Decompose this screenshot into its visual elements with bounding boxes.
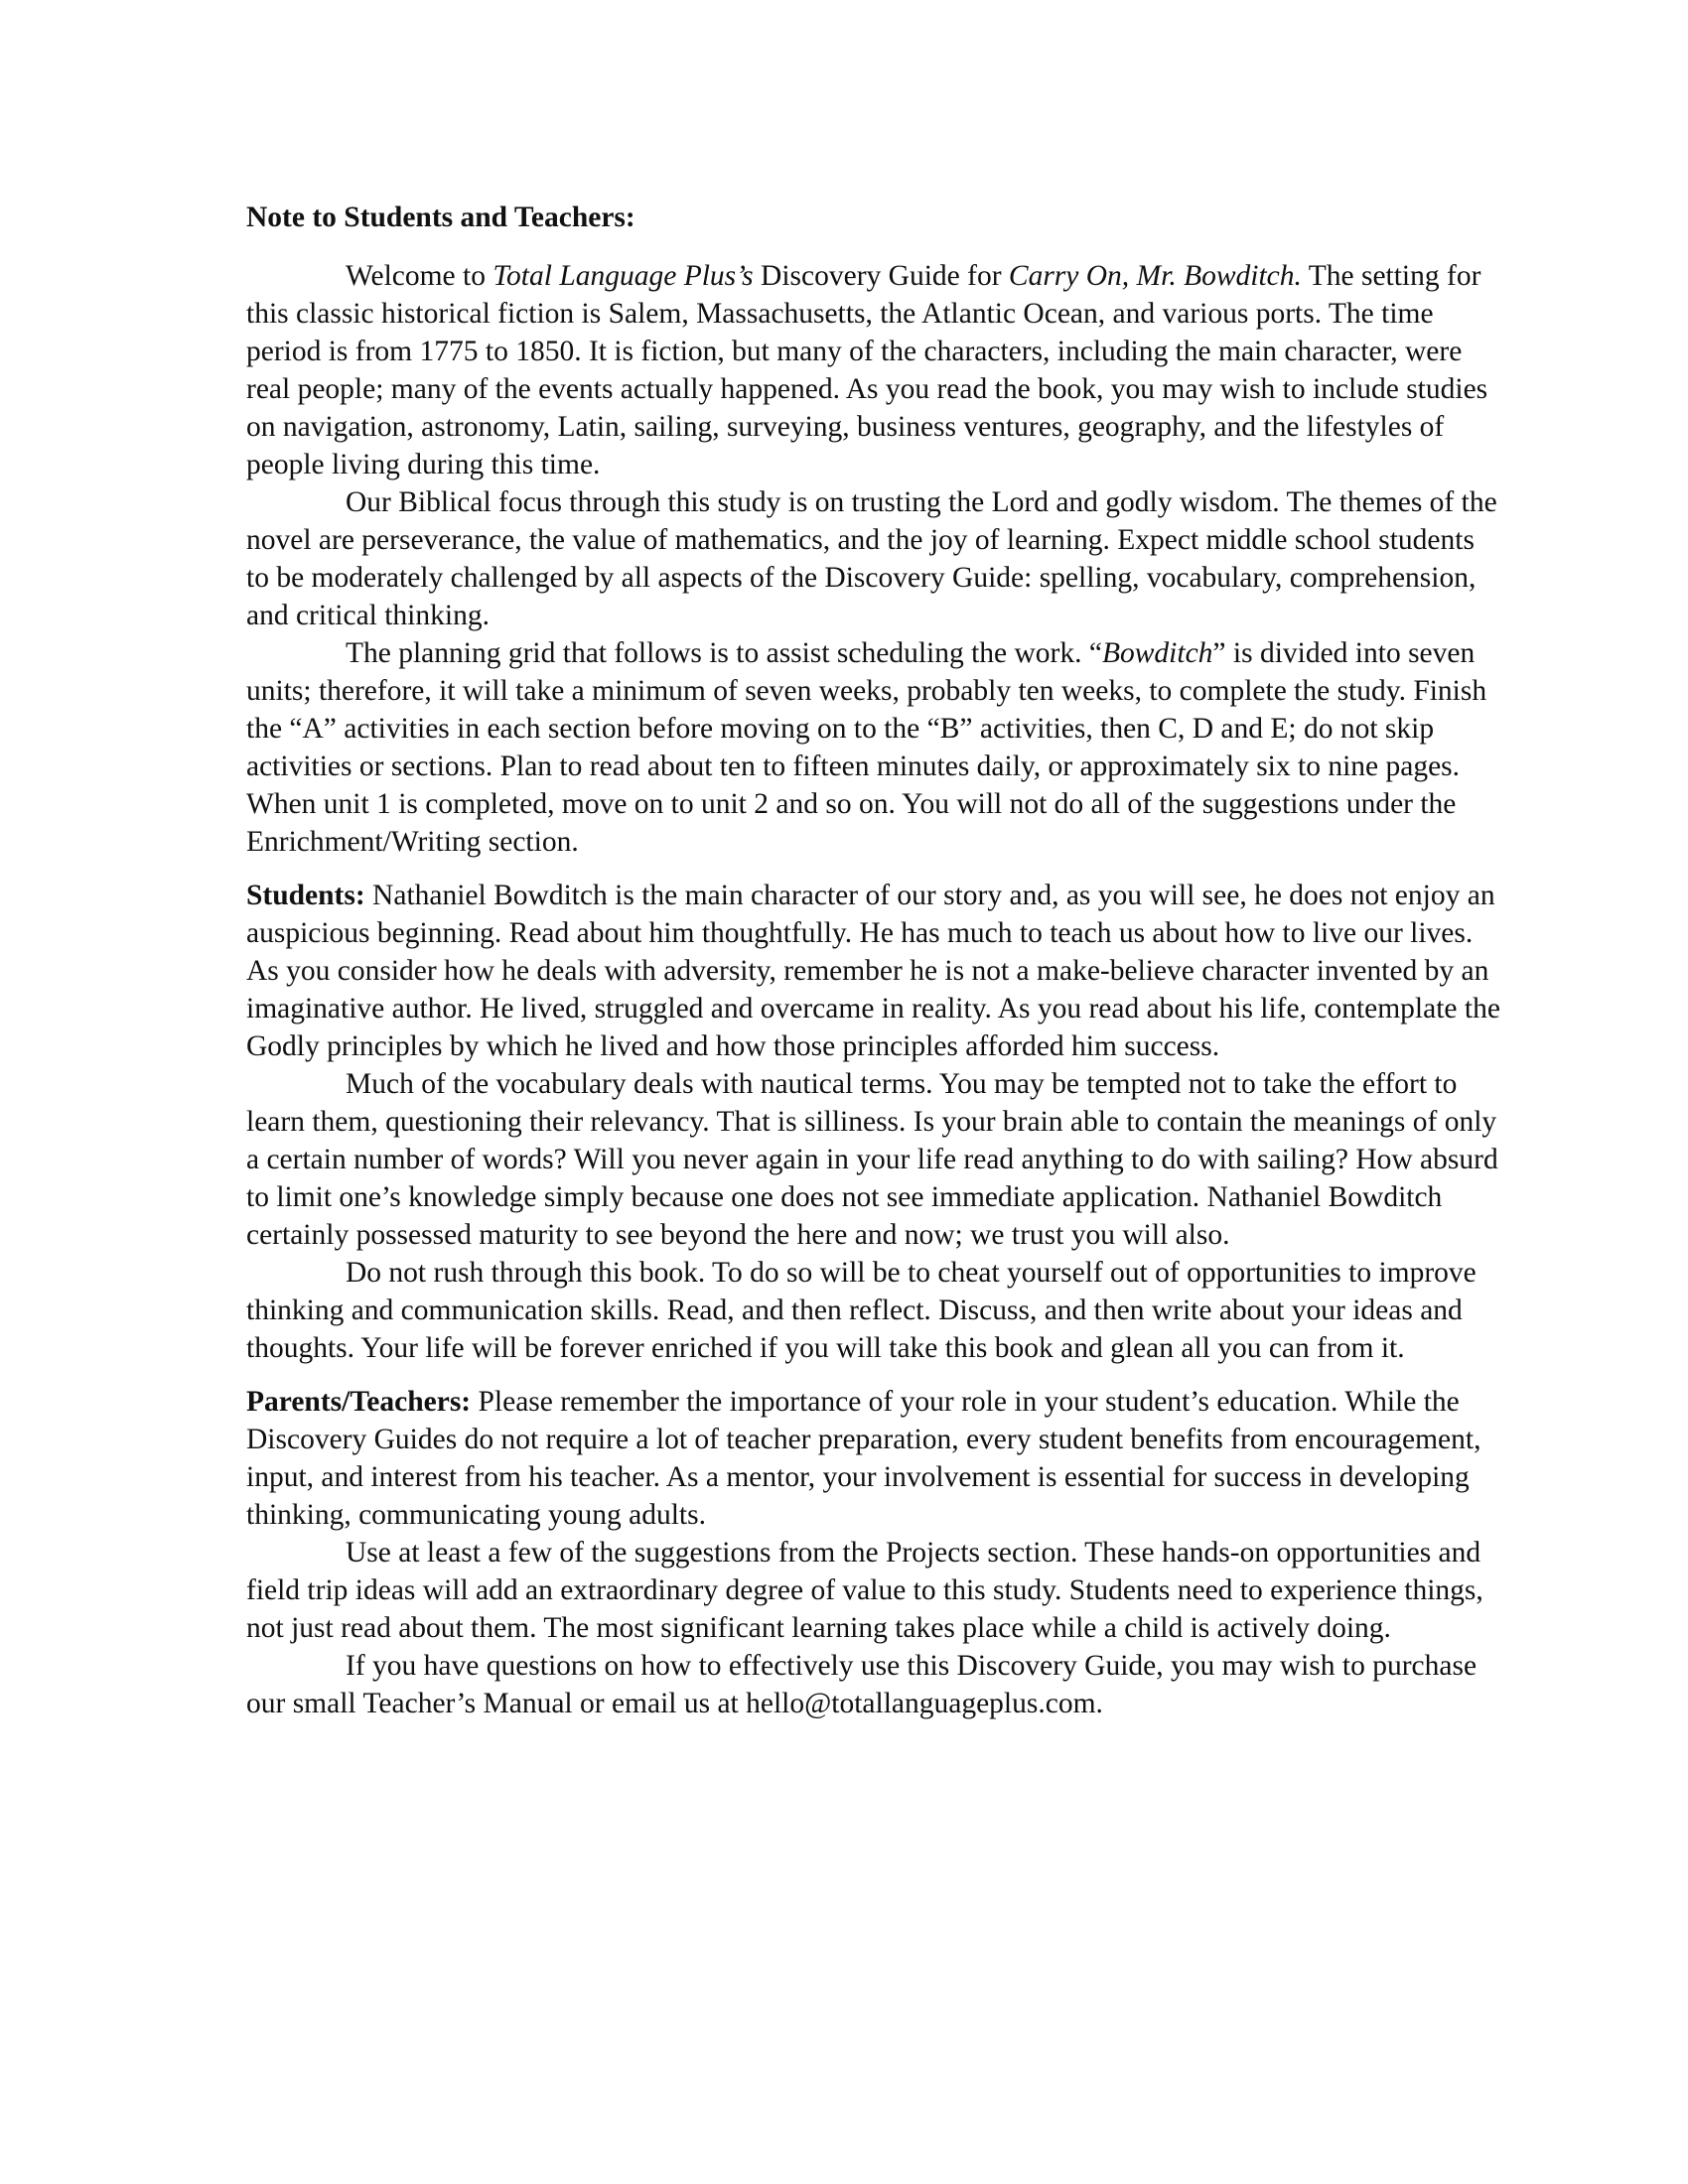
parents-paragraph-projects: Use at least a few of the suggestions from the Projects section. These hands-on opportunities and field trip ideas will add an extraordinary degree of value to this study. Students need to experience things, not just read about them. The most significant learning takes place while a child is actively doing.: [246, 1537, 1483, 1644]
intro-paragraph-focus: Our Biblical focus through this study is on trusting the Lord and godly wisdom. The themes of the novel are perseverance, the value of mathematics, and the joy of learning. Expect middle school students to be moderately challenged by all aspects of the Discovery Guide: spelling, vocabulary, comprehension, and critical thinking.: [246, 486, 1497, 631]
intro-text-3c: ” is divided into seven units; therefore, it will take a minimum of seven weeks, probably ten weeks, to complete the study. Finish the “A” activities in each section before moving on to the “B” activities, then C, D and E; do not skip activities or sections. Plan to read about ten to fifteen minutes daily, or approximately six to nine pages. When unit 1 is completed, move on to unit 2 and so on. You will not do all of the suggestions under the Enrichment/Writing section.: [246, 637, 1487, 858]
students-paragraph-intro: [246, 877, 1502, 1065]
parents-text-1: Please remember the importance of your role in your student’s education. While the Discovery Guides do not require a lot of teacher preparation, every student benefits from encouragement, input, and interest from his teacher. As a mentor, your involvement is essential for success in developing thinking, communicating young adults.: [246, 1386, 1481, 1531]
intro-text-1a: Welcome to: [346, 260, 493, 292]
page-heading: Note to Students and Teachers:: [246, 202, 635, 233]
students-paragraph-reflect: Do not rush through this book. To do so will be to cheat yourself out of opportunities to improve thinking and communication skills. Read, and then reflect. Discuss, and then write about your ideas and thoughts. Your life will be forever enriched if you will take this book and glean all you can from it.: [246, 1257, 1477, 1364]
students-label: Students:: [246, 880, 365, 911]
parents-paragraph-intro: [246, 1383, 1502, 1534]
publisher-name: Total Language Plus’s: [492, 260, 754, 292]
parents-paragraph-contact: If you have questions on how to effectively use this Discovery Guide, you may wish to purchase our small Teacher’s Manual or email us at hello@totallanguageplus.com.: [246, 1650, 1477, 1719]
book-title: Carry On, Mr. Bowditch.: [1008, 260, 1302, 292]
intro-text-1e: The setting for this classic historical fiction is Salem, Massachusetts, the Atlantic Ocean, and various ports. The time period is from 1775 to 1850. It is fiction, but many of the characters, including the main character, were real people; many of the events actually happened. As you read the book, you may wish to include studies on navigation, astronomy, Latin, sailing, surveying, business ventures, geography, and the lifestyles of people living during this time.: [246, 260, 1488, 480]
intro-text-3a: The planning grid that follows is to assist scheduling the work. “: [346, 637, 1102, 669]
intro-text-1c: Discovery Guide for: [753, 260, 1009, 292]
document-page: [246, 199, 1502, 1722]
students-text-1: Nathaniel Bowditch is the main character of our story and, as you will see, he does not enjoy an auspicious beginning. Read about him thoughtfully. He has much to teach us about how to live our lives. As you consider how he deals with adversity, remember he is not a make-believe character invented by an imaginative author. He lived, struggled and overcame in reality. As you read about his life, contemplate the Godly principles by which he lived and how those principles afforded him success.: [246, 880, 1500, 1062]
students-paragraph-vocabulary: Much of the vocabulary deals with nautical terms. You may be tempted not to take the effort to learn them, questioning their relevancy. That is silliness. Is your brain able to contain the meanings of only a certain number of words? Will you never again in your life read anything to do with sailing? How absurd to limit one’s knowledge simply because one does not see immediate application. Nathaniel Bowditch certainly possessed maturity to see beyond the here and now; we trust you will also.: [246, 1068, 1498, 1251]
book-short-title: Bowditch: [1101, 637, 1213, 669]
parents-label: Parents/Teachers:: [246, 1386, 472, 1418]
intro-paragraph-welcome: [246, 257, 1502, 483]
intro-paragraph-planning: [246, 634, 1502, 861]
